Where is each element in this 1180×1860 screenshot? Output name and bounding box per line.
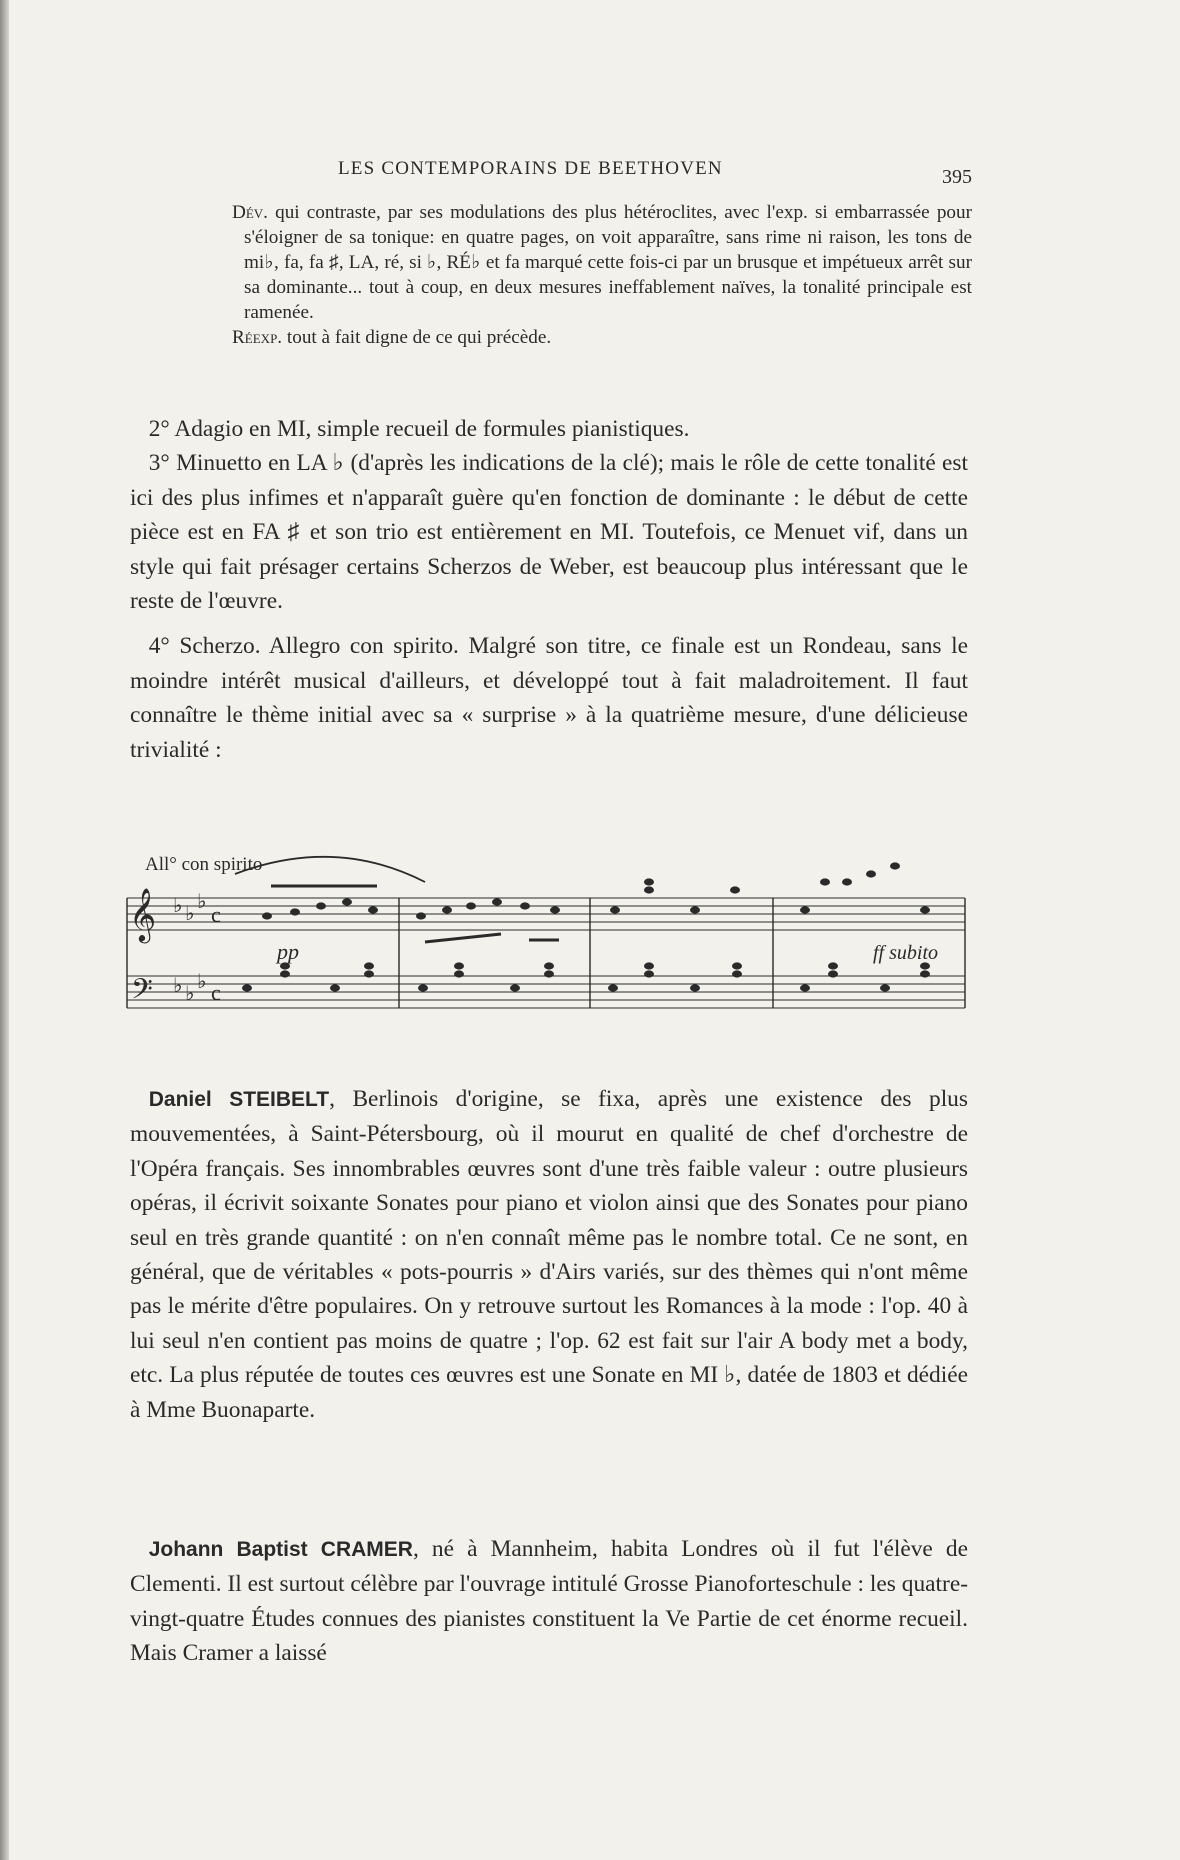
running-title: LES CONTEMPORAINS DE BEETHOVEN bbox=[338, 158, 723, 179]
dev-label: Dév. bbox=[232, 202, 268, 223]
treble-notes bbox=[262, 862, 930, 919]
movement-3: 3° Minuetto en LA ♭ (d'après les indications de la clé); mais le rôle de cette tonalité est ici des plus infimes et n'apparaît guère qu'en fonction de dominante : le début de cette pièce est en FA ♯ et son trio est entièrement en MI. Toutefois, ce Menuet vif, dans un style qui fait présager certains Scherzos de Weber, est beaucoup plus intéressant que le reste de l'œuvre. bbox=[130, 450, 968, 615]
cramer-text: , né à Mannheim, habita Londres où il fut l'élève de Clementi. Il est surtout célèbre par l'ouvrage intitulé Grosse Pianoforteschule : les quatre-vingt-quatre Études connues des pianistes constituent la Ve Partie de cet énorme recueil. Mais Cramer a laissé bbox=[130, 1536, 968, 1667]
svg-text:♭: ♭ bbox=[173, 973, 183, 997]
svg-text:𝄞: 𝄞 bbox=[129, 887, 157, 941]
cramer-name: Johann Baptist CRAMER bbox=[148, 1538, 413, 1561]
treble-staff bbox=[127, 898, 965, 930]
movement-4: 4° Scherzo. Allegro con spirito. Malgré son titre, ce finale est un Rondeau, sans le moindre intérêt musical d'ailleurs, et développé tout à fait maladroitement. Il faut connaître le thème initial avec sa « surprise » à la quatrième mesure, d'une délicieuse trivialité : bbox=[130, 633, 968, 763]
bass-notes bbox=[242, 962, 930, 991]
movements-block bbox=[130, 412, 968, 767]
tempo-marking: All° con spirito bbox=[145, 854, 263, 875]
bass-staff bbox=[127, 976, 965, 1008]
cramer-paragraph bbox=[130, 1532, 968, 1671]
movement-2: 2° Adagio en MI, simple recueil de formules pianistiques. bbox=[148, 416, 690, 442]
page-number: 395 bbox=[942, 166, 972, 188]
steibelt-paragraph bbox=[130, 1082, 968, 1427]
svg-text:𝄢: 𝄢 bbox=[131, 973, 153, 1013]
dynamic-pp: pp bbox=[277, 939, 299, 964]
svg-text:♭: ♭ bbox=[173, 893, 183, 917]
svg-text:♭: ♭ bbox=[185, 981, 195, 1005]
page-edge bbox=[0, 0, 9, 1860]
reexp-text: tout à fait digne de ce qui précède. bbox=[286, 327, 552, 348]
steibelt-text: , Berlinois d'origine, se fixa, après une existence des plus mouvementées, à Saint-Pétersbourg, où il mourut en qualité de chef d'orchestre de l'Opéra français. Ses innombrables œuvres sont d'une très faible valeur : outre plusieurs opéras, il écrivit soixante Sonates pour piano et violon ainsi que des Sonates pour piano seul en très grande quantité : on n'en connaît même pas le nombre total. Ce ne sont, en général, que de véritables « pots-pourris » d'Airs variés, sur des thèmes qui n'ont même pas le mérite d'être populaires. On y retrouve surtout les Romances à la mode : l'op. 40 à lui seul n'en contient pas moins de quatre ; l'op. 62 est fait sur l'air A body met a body, etc. La plus réputée de toutes ces œuvres est une Sonate en MI ♭, datée de 1803 et dédiée à Mme Buonaparte. bbox=[130, 1086, 968, 1423]
steibelt-name: Daniel STEIBELT bbox=[148, 1088, 330, 1111]
svg-text:♭: ♭ bbox=[197, 969, 207, 993]
summary-block bbox=[232, 200, 972, 350]
reexp-label: Réexp. bbox=[232, 327, 283, 348]
svg-text:♭: ♭ bbox=[185, 901, 195, 925]
dynamic-ff: ff subito bbox=[873, 942, 939, 964]
dev-text: qui contraste, par ses modulations des plus hétéroclites, avec l'exp. si embarrassée pour s'éloigner de sa tonique: en quatre pages, on voit apparaître, sans rime ni raison, les tons de mi♭, fa, fa ♯, LA, ré, si ♭, RÉ♭ et fa marqué cette fois-ci par un brusque et impétueux arrêt sur sa dominante... tout à coup, en deux mesures ineffablement naïves, la tonalité principale est ramenée. bbox=[244, 202, 972, 323]
music-score bbox=[125, 826, 970, 1031]
svg-text:c: c bbox=[211, 980, 221, 1005]
svg-text:c: c bbox=[211, 902, 221, 927]
svg-text:♭: ♭ bbox=[197, 889, 207, 913]
